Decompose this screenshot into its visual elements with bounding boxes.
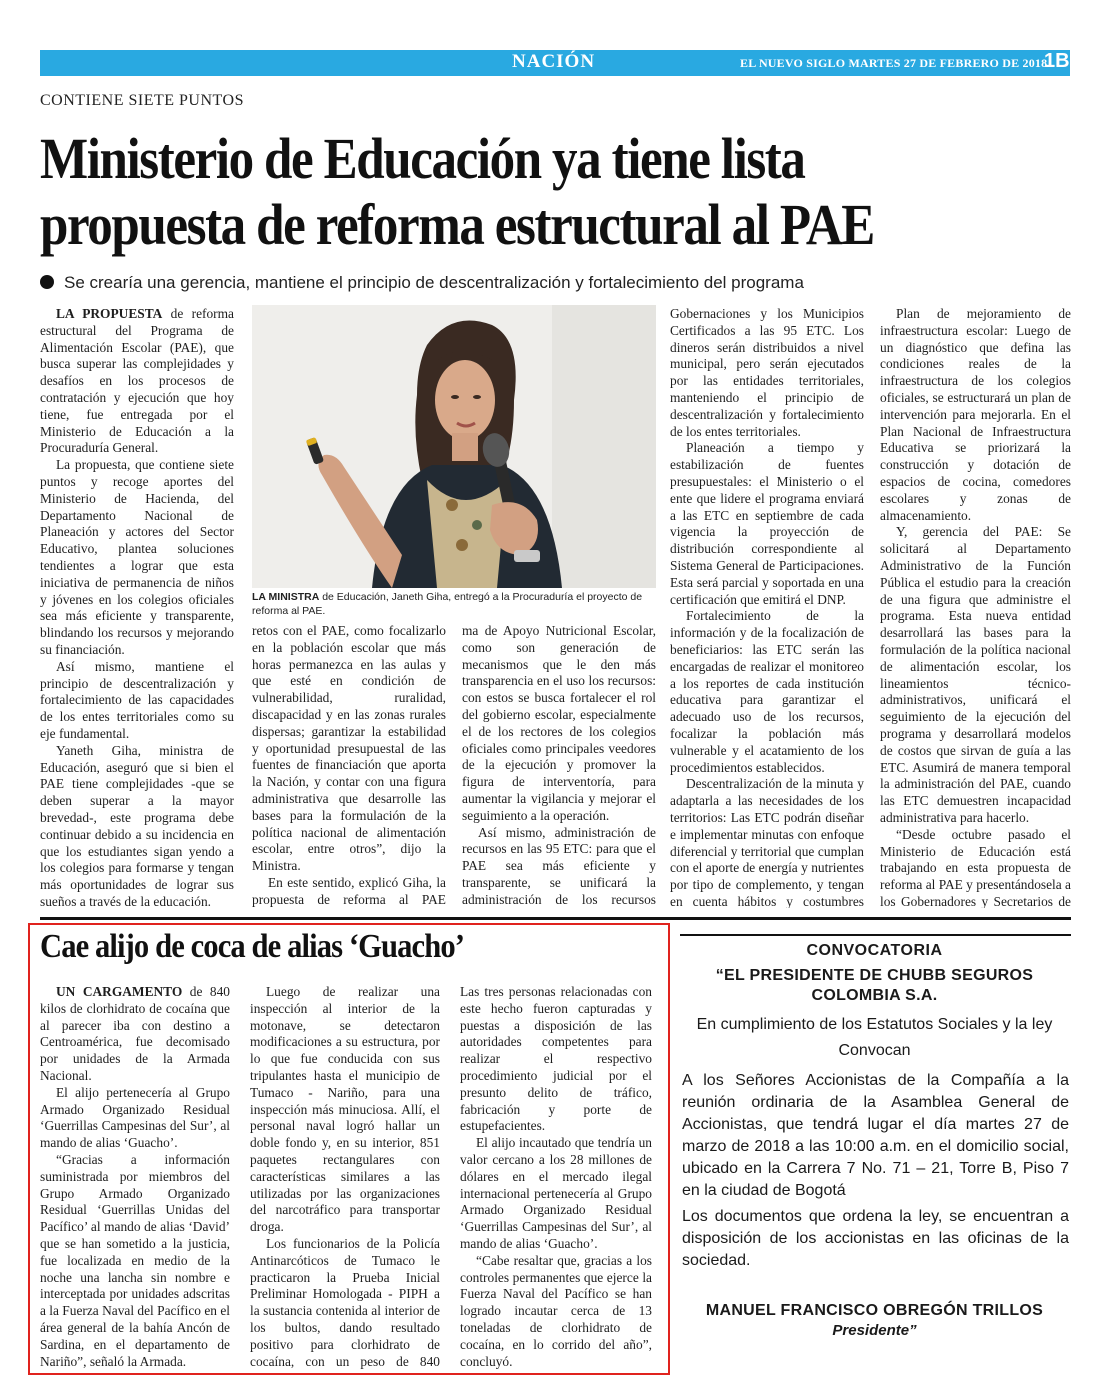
paragraph (40, 306, 234, 457)
article2-column-1 (40, 984, 230, 1369)
article-subhead (40, 273, 804, 293)
paragraph: “Desde octubre pasado el Ministerio de Educación está trabajando en esta propuesta de reforma al PAE y presentándosela a los Gobernadores y Secretarios de (880, 826, 1071, 908)
section-header-bar (40, 50, 1070, 76)
caption-text: de Educación, Janeth Giha, entregó a la Procuraduría el proyecto de reforma al PAE. (252, 591, 643, 617)
paragraph: Plan de mejoramiento de infraestructura escolar: Luego de un diagnóstico que defina las condiciones reales de la infraestructura de los colegios oficiales, se estructurará un plan de intervención para mejorarla. En el Plan Nacional de Infraestructura Educativa se priorizará la construcción y dotación de espacios de cocina, comedores escolares y zonas de almacenamiento. (880, 306, 1071, 523)
notice-title: CONVOCATORIA (806, 942, 943, 959)
caption-lead: LA MINISTRA (252, 591, 320, 603)
lead-in: UN CARGAMENTO (56, 984, 183, 999)
section-divider (40, 917, 1071, 920)
article-column-3 (462, 623, 656, 908)
article2-column-3 (460, 984, 652, 1369)
article-column-1 (40, 306, 234, 908)
paragraph: ma de Apoyo Nutricional Escolar, como son generación de mecanismos que le den más transparencia en el uso los recursos: con estos se busca fortalecer el rol del gobierno escolar, especialmente el de los rectores de los colegios oficiales como principales veedores de la ejecución y promover la figura de interventoría, para aumentar la vigilancia y mejorar el seguimiento a la operación. (462, 623, 656, 823)
article-column-5 (880, 306, 1071, 908)
paragraph-text: de reforma estructural del Programa de Alimentación Escolar (PAE), que busca superar las complejidades y desafíos en los procesos de contratación y ejecución que hoy tiene, fue entregada por el Ministerio de Educación a la Procuraduría General. (40, 306, 234, 456)
notice-role: Presidente” (832, 1322, 917, 1339)
notice-signer: MANUEL FRANCISCO OBREGÓN TRILLOS (705, 1302, 1044, 1319)
article-kicker: CONTIENE SIETE PUNTOS (40, 92, 244, 109)
paragraph: “Gracias a información suministrada por miembros del Grupo Armado Organizado Residual ‘Guerrillas Unidas del Pacífico’ al mando de alias ‘David’ que se han sometido a la justicia, fue localizada en medio de la noche una lancha sin nombre e interceptada por unidades adscritas a la Fuerza Naval del Pacífico en el área general de la bahía Ancón de Sardina, en el departamento de Nariño”, señaló la Armada. (40, 1151, 230, 1369)
paragraph: El alijo pertenecería al Grupo Armado Organizado Residual ‘Guerrillas Campesinas del Sur’, al mando de alias ‘Guacho’. (40, 1084, 230, 1151)
notice-line-2: Convocan (838, 1042, 911, 1059)
paper-date-line: EL NUEVO SIGLO MARTES 27 DE FEBRERO DE 2018 (740, 56, 1048, 70)
paragraph: Descentralización de la minuta y adaptarla a las necesidades de los territorios: Las ETC podrán diseñar e implementar minutas con enfoque diferencial y territorial que cumplan con el aporte de energía y nutrientes por tipo de complemento, y tengan en cuenta hábitos y costumbres (670, 776, 864, 908)
shareholder-notice (678, 942, 1071, 1339)
paragraph: Así mismo, administración de recursos en las 95 ETC: para que el PAE sea más eficiente y transparente, se unificará la administración de los recursos (462, 824, 656, 907)
paragraph: Los funcionarios de la Policía Antinarcóticos de Tumaco le practicaron la Prueba Inicial Preliminar Homologada - PIPH a la sustancia contenida al interior de los bultos, dando resultado positivo para clorhidrato de cocaína, con un peso de 840 (250, 1235, 440, 1369)
article2-column-2 (250, 984, 440, 1369)
bullet-icon (40, 275, 54, 289)
paragraph: En este sentido, explicó Giha, la propuesta de reforma al PAE (252, 874, 446, 907)
paragraph-text: de 840 kilos de clorhidrato de cocaína que al parecer iba con destino a Centroamérica, fue decomisado por unidades de la Armada Nacional. (40, 984, 230, 1083)
article-column-4 (670, 306, 864, 908)
notice-top-rule (680, 934, 1071, 936)
article-headline: Ministerio de Educación ya tiene lista propuesta de reforma estructural al PAE (40, 126, 874, 257)
minister-photo (252, 305, 656, 588)
lead-in: LA PROPUESTA (56, 306, 163, 321)
paragraph: Así mismo, mantiene el principio de descentralización y fortalecimiento de las capacidades de los entes territoriales como su eje fundamental. (40, 658, 234, 741)
page-number: 1B (1044, 50, 1070, 72)
section-name: NACIÓN (512, 51, 596, 72)
notice-body: A los Señores Accionistas de la Compañía a la reunión ordinaria de la Asamblea General de Accionistas, que tendrá lugar el día martes 27 de marzo de 2018 a las 10:00 a.m. en el domicilio social, ubicado en la Carrera 7 No. 71 – 21, Torre B, Piso 7 en la ciudad de Bogotá (682, 1072, 1069, 1199)
notice-line-1: En cumplimiento de los Estatutos Sociales y la ley (696, 1016, 1053, 1033)
paragraph: Yaneth Giha, ministra de Educación, aseguró que si bien el PAE tiene complejidades -que se deben superar a la mayor brevedad-, este programa debe continuar debido a su incidencia en que los estudiantes sigan yendo a los colegios para formarse y tengan más oportunidades de lograr sus sueños a través de la educación. (40, 742, 234, 908)
article2-headline: Cae alijo de coca de alias ‘Guacho’ (40, 928, 465, 965)
paragraph: Luego de realizar una inspección al interior de la motonave, se detectaron modificaciones a su estructura, por lo que fue conducida con sus tripulantes hasta el municipio de Tumaco - Nariño, para una inspección más minuciosa. Allí, el personal naval logró hallar un doble fondo y, en su interior, 851 paquetes rectangulares con características similares a las utilizadas por las organizaciones del narcotráfico para transportar droga. (250, 984, 440, 1235)
paragraph: Gobernaciones y los Municipios Certificados a las 95 ETC. Los dineros serán distribuidos a nivel municipal, pero serán ejecutados por las entidades territoriales, manteniendo el principio de descentralización y fortalecimiento de los entes territoriales. (670, 306, 864, 439)
paragraph: Fortalecimiento de la información y de la focalización de beneficiarios: las ETC serán las encargadas de realizar el monitoreo a los reportes de cada institución educativa para garantizar el adecuado uso de los recursos, focalizar la población más vulnerable y el acatamiento de los procedimientos establecidos. (670, 608, 864, 775)
paragraph: “Cabe resaltar que, gracias a los controles permanentes que ejerce la Fuerza Naval del Pacífico se han logrado incautar cerca de 13 toneladas de clorhidrato de cocaína, en lo corrido del año”, concluyó. (460, 1252, 652, 1369)
paragraph: Y, gerencia del PAE: Se solicitará al Departamento Administrativo de la Función Pública el estudio para la creación de una figura que administre el programa. Esta nueva entidad desarrollará las bases para la formulación de la política nacional de alimentación escolar, los lineamientos técnico-administrativos, unificará el seguimiento de la ejecución del programa y desarrollará modelos de costos que sirvan de guía a las ETC. Asumirá de manera temporal la administración del PAE, cuando las ETC demuestren incapacidad administrativa para hacerlo. (880, 524, 1071, 825)
paragraph: Planeación a tiempo y estabilización de fuentes presupuestales: el Ministerio o el ente que lidere el programa enviará a las ETC en septiembre de cada vigencia la proyección de distribución correspondiente al Sistema General de Participaciones. Esta será parcial y soportada en una certificación que emitirá el DNP. (670, 440, 864, 607)
paragraph: La propuesta, que contiene siete puntos y recoge aportes del Ministerio de Hacienda, del Departamento Nacional de Planeación y actores del Sector Educativo, plantea soluciones tendientes a lograr que esta iniciativa de permanencia de niños y jóvenes en los colegios oficiales sea más eficiente y transparente, blindando los recursos y mejorando su financiación. (40, 457, 234, 657)
notice-company: “EL PRESIDENTE DE CHUBB SEGUROS COLOMBIA S.A. (715, 967, 1034, 1004)
article-column-2 (252, 623, 446, 908)
paragraph: retos con el PAE, como focalizarlo en la población escolar que más horas permanezca en las aulas y que esté en condición de vulnerabilidad, ruralidad, discapacidad y en las zonas rurales dispersas; garantizar la estabilidad y oportunidad presupuestal de las fuentes de financiación que aporta la Nación, y contar con una figura administrativa que desarrolle las bases para la formulación de la política nacional de alimentación escolar, entre otros”, dijo la Ministra. (252, 623, 446, 874)
subhead-text: Se crearía una gerencia, mantiene el principio de descentralización y fortalecimiento del programa (64, 273, 804, 292)
notice-body-2: Los documentos que ordena la ley, se encuentran a disposición de los accionistas en las oficinas de la sociedad. (682, 1208, 1069, 1269)
paragraph: El alijo incautado que tendría un valor cercano a los 28 millones de dólares en el mercado ilegal internacional pertenecería al Grupo Armado Organizado Residual ‘Guerrillas Campesinas del Sur’, al mando de alias ‘Guacho’. (460, 1135, 652, 1251)
paragraph: Las tres personas relacionadas con este hecho fueron capturadas y puestas a disposición de las autoridades competentes para realizar el respectivo procedimiento judicial por el presunto delito de tráfico, fabricación y porte de estupefacientes. (460, 984, 652, 1134)
photo-caption (252, 590, 656, 618)
paragraph (40, 984, 230, 1085)
minister-illustration (252, 305, 656, 588)
